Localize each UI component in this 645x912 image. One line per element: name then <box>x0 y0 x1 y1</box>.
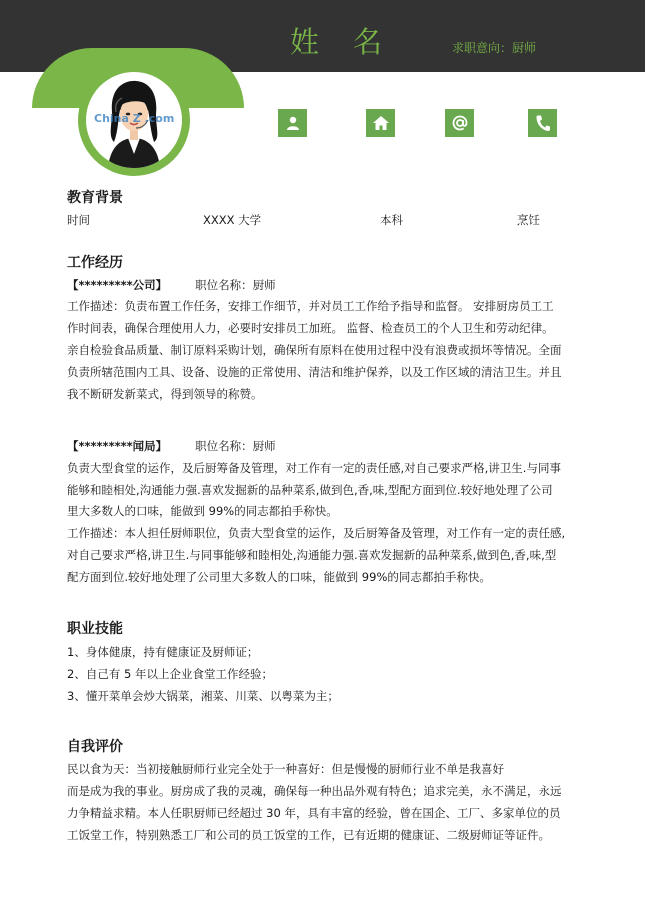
avatar-watermark: China Z .com <box>94 112 175 125</box>
job-description-line: 负责大型食堂的运作，及后厨筹备及管理，对工作有一定的责任感,对自己要求严格,讲卫生.与同事 <box>67 461 561 475</box>
education-degree: 本科 <box>380 213 403 227</box>
education-major: 烹饪 <box>517 213 540 227</box>
job-header <box>67 276 587 294</box>
education-school: XXXX 大学 <box>203 213 262 227</box>
education-row <box>67 211 587 229</box>
skill-item: 1、身体健康，持有健康证及厨师证； <box>67 645 259 659</box>
home-icon[interactable] <box>366 109 395 137</box>
education-title: 教育背景 <box>67 190 123 206</box>
skill-item: 3、懂开菜单会炒大锅菜，湘菜、川菜、以粤菜为主； <box>67 689 339 703</box>
job-description-line: 对自己要求严格,讲卫生.与同事能够和睦相处,沟通能力强.喜欢发掘新的品种菜系,做到色,香,味,型 <box>67 548 557 562</box>
job-description-line: 负责所辖范围内工具、设备、设施的正常使用、清洁和维护保养，以及工作区域的清洁卫生。并且 <box>67 365 562 379</box>
job-intent-value: 厨师 <box>512 41 537 55</box>
self-eval-line: 力争精益求精。本人任职厨师已经超过 30 年，具有丰富的经验，曾在国企、工厂、多家单位的员 <box>67 806 561 820</box>
job-description-line: 能够和睦相处,沟通能力强.喜欢发掘新的品种菜系,做到色,香,味,型配方面到位.较好地处理了公司 <box>67 483 553 497</box>
job-position: 职位名称：厨师 <box>195 278 276 292</box>
job-description-line: 配方面到位.较好地处理了公司里大多数人的口味，能做到 99%的同志都拍手称快。 <box>67 570 491 584</box>
job-description-line: 作时间表，确保合理使用人力，必要时安排员工加班。 监督、检查员工的个人卫生和劳动纪律。 <box>67 321 554 335</box>
job-intent-label: 求职意向： <box>452 41 513 55</box>
at-icon[interactable] <box>445 109 474 137</box>
job-position: 职位名称：厨师 <box>195 439 276 453</box>
phone-icon[interactable] <box>528 109 557 137</box>
work-title: 工作经历 <box>67 255 123 271</box>
candidate-name: 姓名 <box>290 25 417 59</box>
skills-title: 职业技能 <box>67 621 123 637</box>
job-description-line: 工作描述：本人担任厨师职位，负责大型食堂的运作，及后厨筹备及管理，对工作有一定的责任感, <box>67 526 566 540</box>
self-eval-line: 工饭堂工作，特别熟悉工厂和公司的员工饭堂的工作，已有近期的健康证、二级厨师证等证件。 <box>67 828 550 842</box>
education-time: 时间 <box>67 213 90 227</box>
job-company: 【*********闻局】 <box>67 439 168 453</box>
self-eval-line: 而是成为我的事业。厨房成了我的灵魂，确保每一种出品外观有特色；追求完美，永不满足，永远 <box>67 784 562 798</box>
self-eval-line: 民以食为天：当初接触厨师行业完全处于一种喜好：但是慢慢的厨师行业不单是我喜好 <box>67 762 504 776</box>
job-description-line: 我不断研发新菜式，得到领导的称赞。 <box>67 387 263 401</box>
job-description-line: 亲自检验食品质量、制订原料采购计划，确保所有原料在使用过程中没有浪费或损坏等情况。全面 <box>67 343 562 357</box>
job-description-line: 工作描述：负责布置工作任务，安排工作细节，并对员工工作给予指导和监督。 安排厨房员工工 <box>67 299 554 313</box>
skill-item: 2、自己有 5 年以上企业食堂工作经验； <box>67 667 273 681</box>
avatar <box>86 72 182 168</box>
job-company: 【*********公司】 <box>67 278 168 292</box>
user-icon[interactable] <box>278 109 307 137</box>
job-intent <box>452 39 536 57</box>
job-description-line: 里大多数人的口味，能做到 99%的同志都拍手称快。 <box>67 504 338 518</box>
job-header <box>67 437 587 455</box>
self-eval-title: 自我评价 <box>67 739 123 755</box>
